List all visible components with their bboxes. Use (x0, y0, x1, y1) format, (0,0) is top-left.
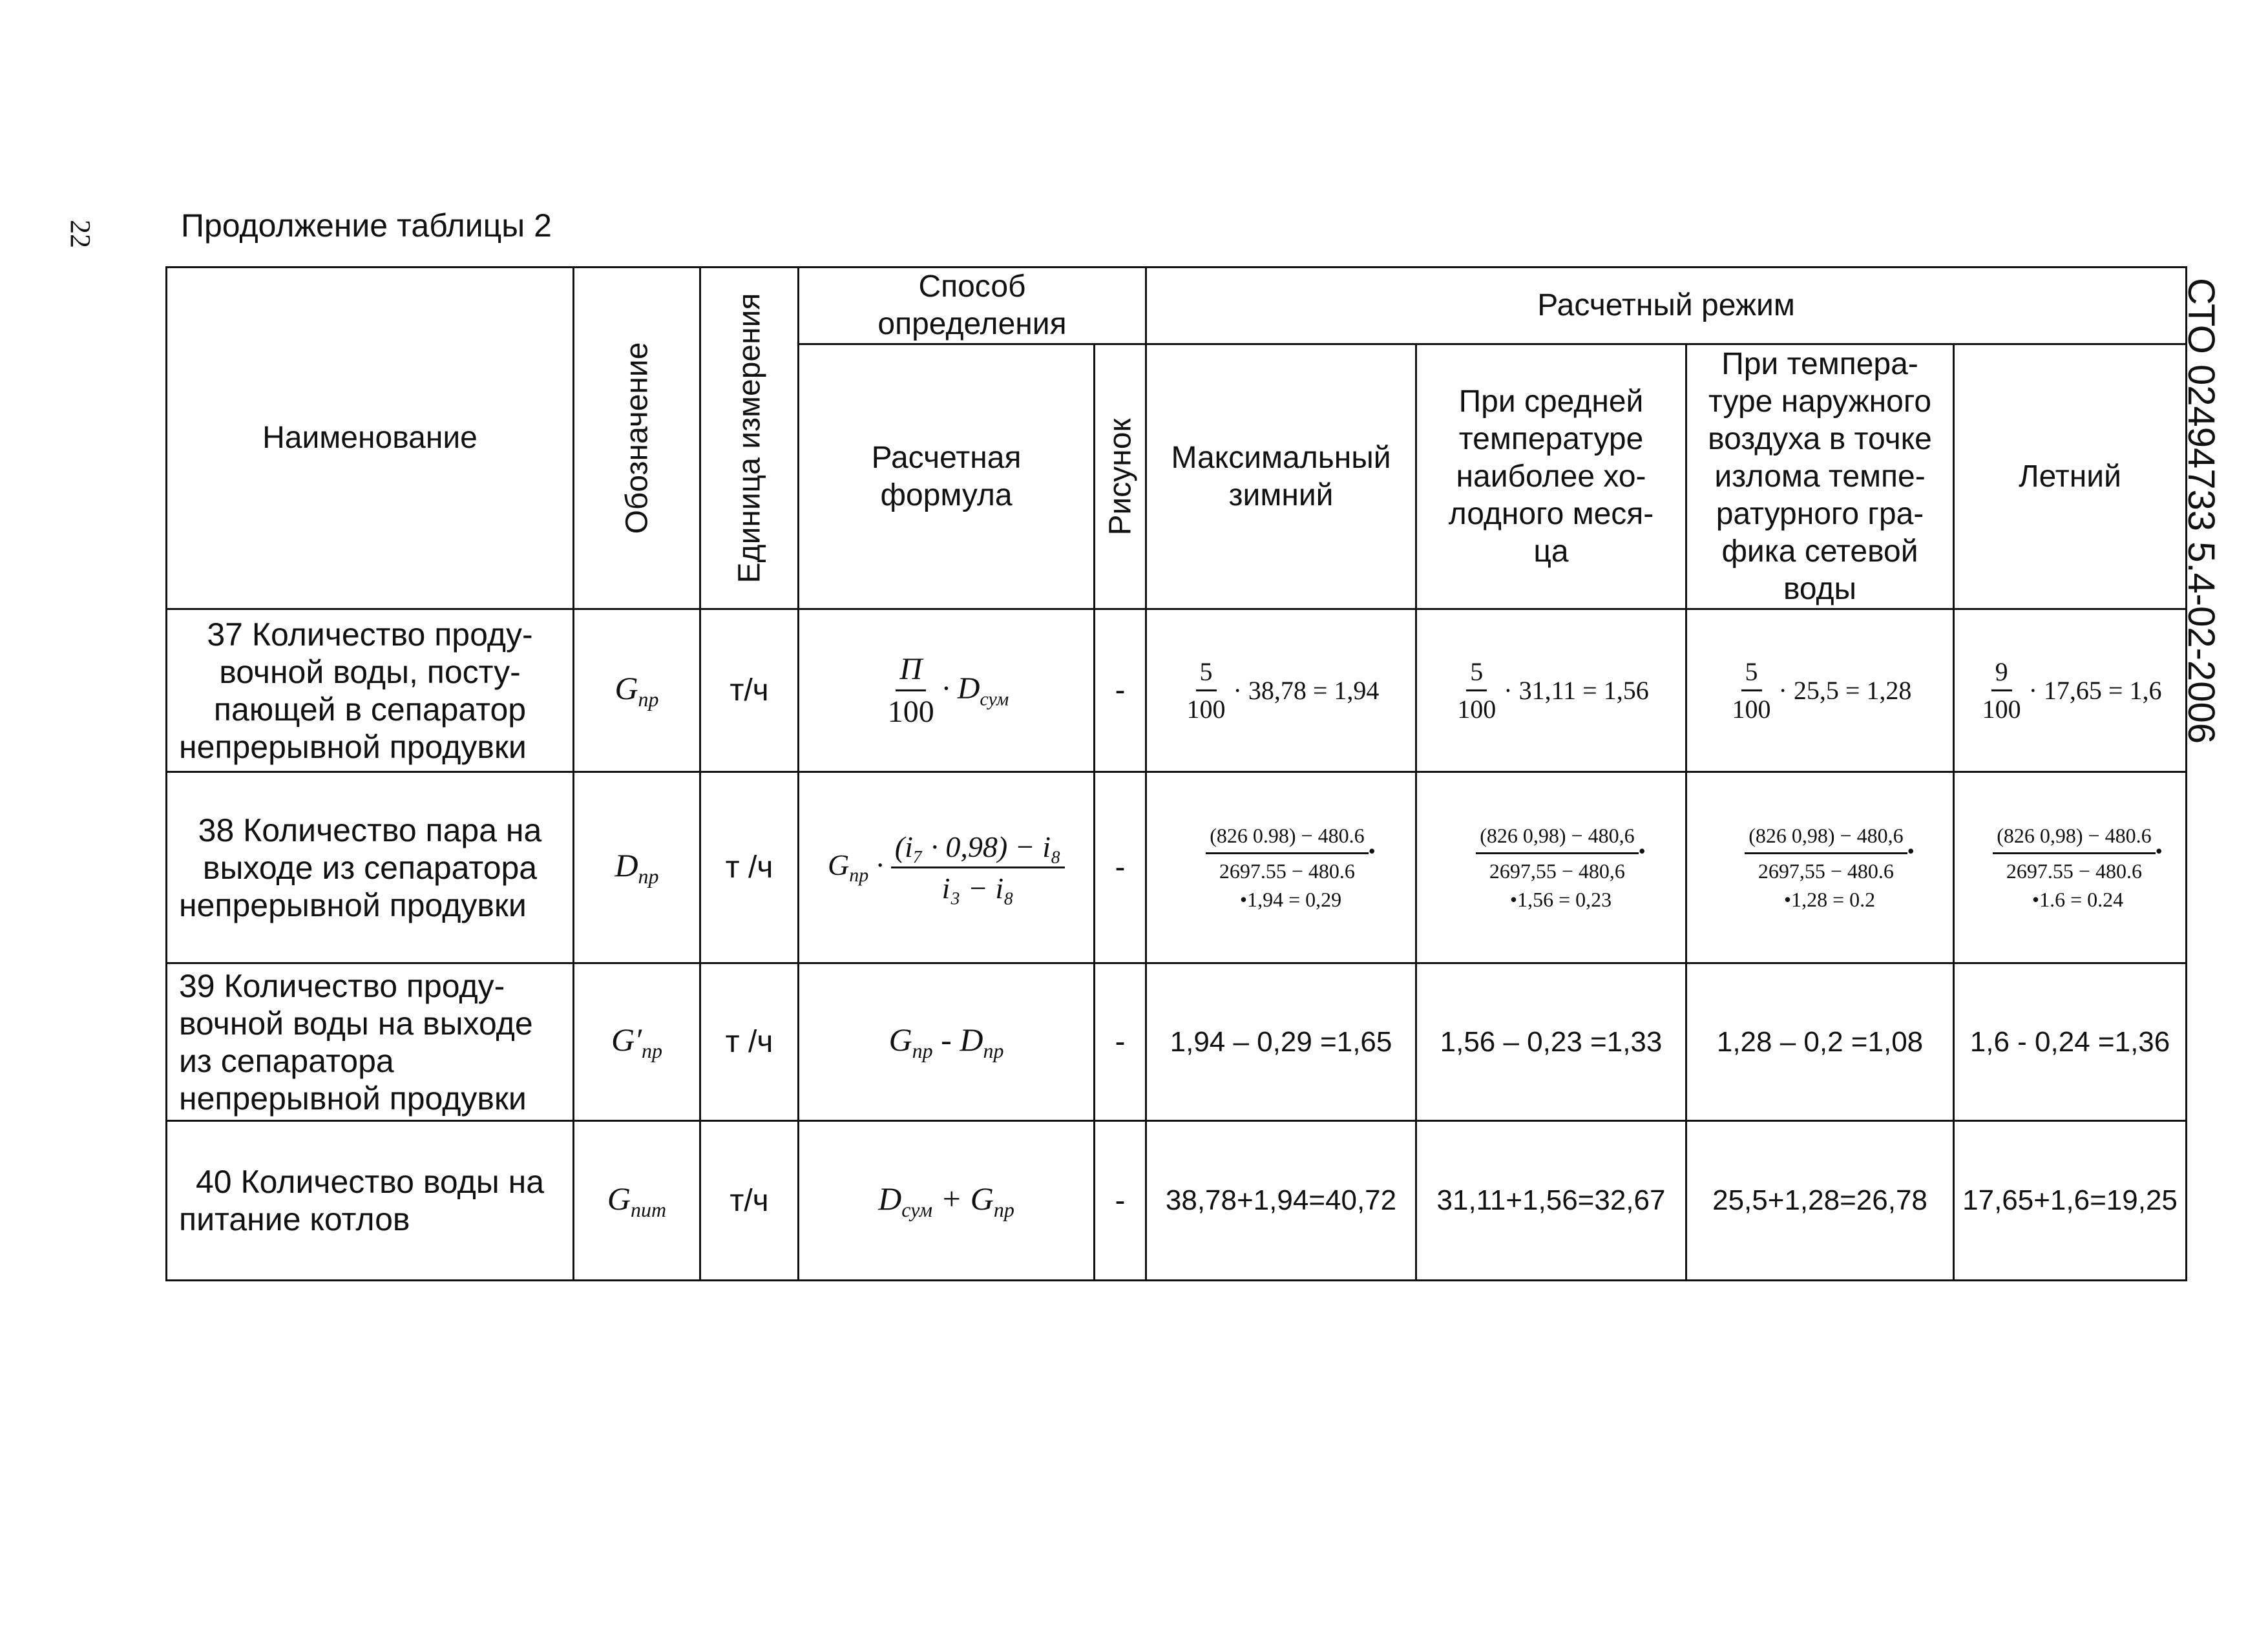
page-number: 22 (65, 220, 96, 248)
header-max-winter: Максимальный зимний (1146, 344, 1416, 609)
value-summer: 1,6 - 0,24 =1,36 (1954, 963, 2187, 1121)
row-figure: - (1095, 963, 1146, 1121)
header-method: Способ определения (799, 268, 1146, 344)
row-figure: - (1095, 609, 1146, 772)
value-summer: $\frac{9}{100}$ · 17,65 = 1,6 (1954, 609, 2187, 772)
value-max-winter: $\frac{5}{100}$ · 38,78 = 1,94 (1146, 609, 1416, 772)
row-figure: - (1095, 772, 1146, 963)
row-figure: - (1095, 1121, 1146, 1281)
row-formula: $G_{пр} - D_{пр}$ (799, 963, 1095, 1121)
row-name: 40 Количество воды на питание котлов (167, 1121, 574, 1281)
row-symbol: $G_{пит}$ (574, 1121, 700, 1281)
row-name: 39 Количество проду-вочной воды на выходе из сепаратора непрерывной продувки (167, 963, 574, 1121)
table-row (167, 963, 2187, 1121)
row-unit: т /ч (700, 963, 799, 1121)
value-max-winter: 38,78+1,94=40,72 (1146, 1121, 1416, 1281)
header-summer: Летний (1954, 344, 2187, 609)
row-unit: т/ч (700, 1121, 799, 1281)
table-row (167, 609, 2187, 772)
row-unit: т/ч (700, 609, 799, 772)
header-unit: Единица измерения (700, 268, 799, 609)
value-break-point: 1,28 – 0,2 =1,08 (1686, 963, 1954, 1121)
value-break-point: 25,5+1,28=26,78 (1686, 1121, 1954, 1281)
row-name: 38 Количество пара на выходе из сепаратора непрерывной продувки (167, 772, 574, 963)
row-formula: $D_{сум} + G_{пр}$ (799, 1121, 1095, 1281)
row-unit: т /ч (700, 772, 799, 963)
row-formula: $\frac{П}{100}$ · $D_{сум}$ (799, 609, 1095, 772)
row-symbol: $G_{пр}$ (574, 609, 700, 772)
header-designation: Обозначение (574, 268, 700, 609)
value-avg-coldest: $\frac{(826 0,98) - 480,6}{2697,55 - 480,6}$ • •1,56 = 0,23 (1416, 772, 1686, 963)
header-avg-coldest: При средней температуре наиболее хо-лодного меся-ца (1416, 344, 1686, 609)
value-summer: $\frac{(826 0,98) - 480.6}{2697.55 - 480.6}$ • •1.6 = 0.24 (1954, 772, 2187, 963)
value-max-winter: 1,94 – 0,29 =1,65 (1146, 963, 1416, 1121)
row-symbol: $G'_{пр}$ (574, 963, 700, 1121)
value-max-winter: $\frac{(826 0.98) - 480.6}{2697.55 - 480.6}$ • •1,94 = 0,29 (1146, 772, 1416, 963)
value-avg-coldest: 1,56 – 0,23 =1,33 (1416, 963, 1686, 1121)
header-mode: Расчетный режим (1146, 268, 2187, 344)
value-break-point: $\frac{5}{100}$ · 25,5 = 1,28 (1686, 609, 1954, 772)
header-formula: Расчетная формула (799, 344, 1095, 609)
value-break-point: $\frac{(826 0,98) - 480,6}{2697,55 - 480.6}$ • •1,28 = 0.2 (1686, 772, 1954, 963)
table-row (167, 1121, 2187, 1281)
value-avg-coldest: $\frac{5}{100}$ · 31,11 = 1,56 (1416, 609, 1686, 772)
table-caption: Продолжение таблицы 2 (181, 207, 552, 244)
header-break-point: При темпера-туре наружного воздуха в точке излома темпе-ратурного гра-фика сетевой воды (1686, 344, 1954, 609)
calculation-table (165, 266, 2187, 1281)
document-code: СТО 02494733 5.4-02-2006 (2180, 278, 2222, 744)
header-figure: Рисунок (1095, 344, 1146, 609)
value-summer: 17,65+1,6=19,25 (1954, 1121, 2187, 1281)
value-avg-coldest: 31,11+1,56=32,67 (1416, 1121, 1686, 1281)
table-row (167, 772, 2187, 963)
row-name: 37 Количество проду-вочной воды, посту-пающей в сепаратор непрерывной продувки (167, 609, 574, 772)
header-name: Наименование (167, 268, 574, 609)
row-symbol: $D_{пр}$ (574, 772, 700, 963)
row-formula: $G_{пр}$ · $\frac{\text{(i₇ · 0,98) − i₈}}{\text{i₃ − i₈}}$ (799, 772, 1095, 963)
